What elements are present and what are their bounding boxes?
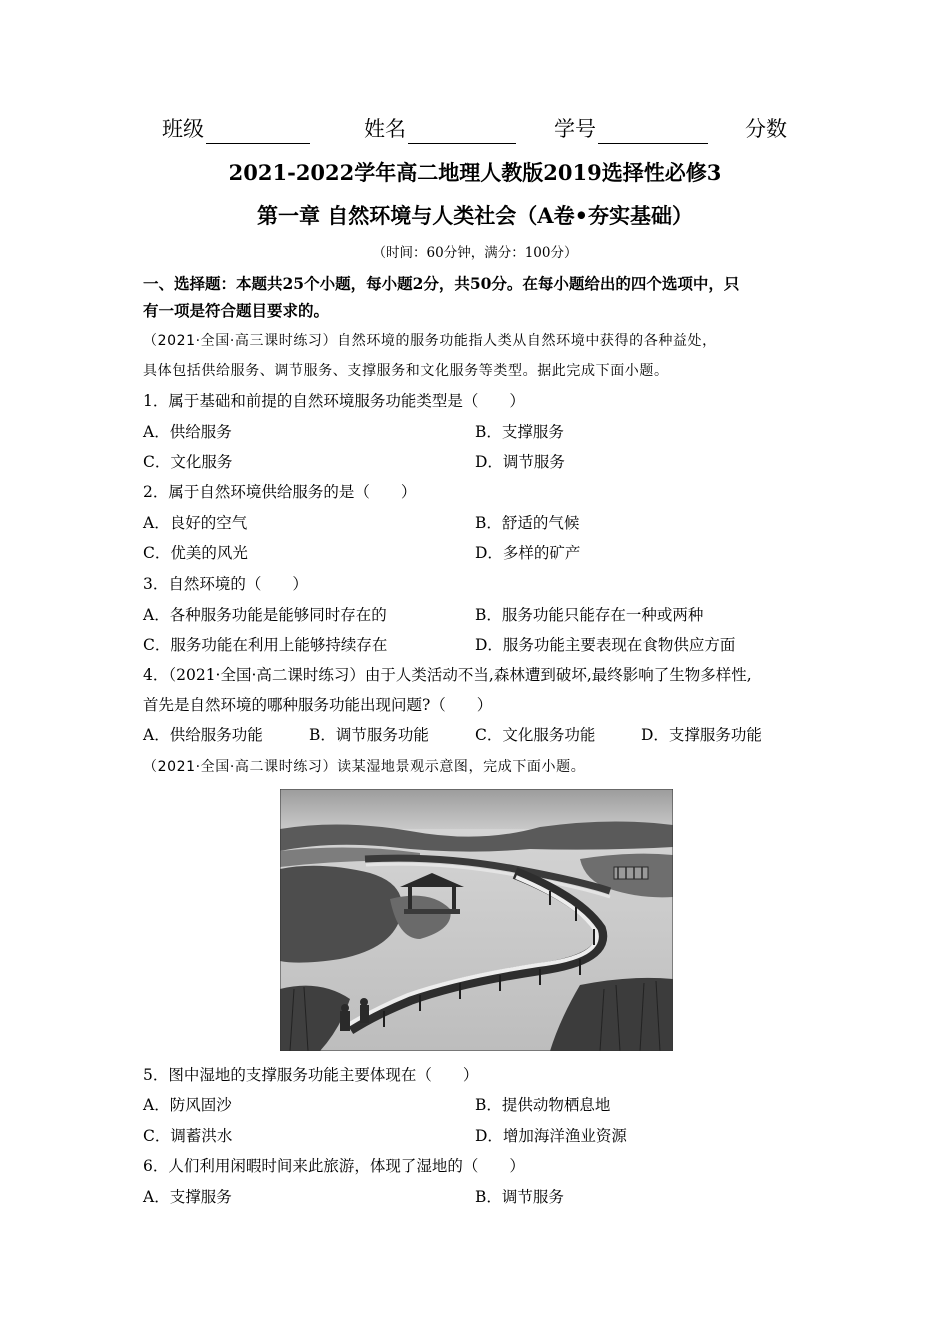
- question-2-option-d: D．多样的矿产: [475, 544, 581, 562]
- class-field: [162, 114, 310, 144]
- section-instruction-2: 有一项是符合题目要求的。: [143, 301, 330, 320]
- time-note: （时间：60分钟，满分：100分）: [372, 245, 578, 261]
- id-field: [554, 114, 708, 144]
- question-3-option-b: B．服务功能只能存在一种或两种: [475, 606, 704, 624]
- id-label: 学号: [554, 117, 596, 141]
- score-field: [745, 114, 787, 144]
- question-1-option-b: B．支撑服务: [475, 423, 564, 441]
- question-3-option-a: A．各种服务功能是能够同时存在的: [143, 606, 387, 624]
- question-4-option-c: C．文化服务功能: [475, 726, 596, 744]
- name-field: [364, 114, 516, 144]
- question-3-option-d: D．服务功能主要表现在食物供应方面: [475, 636, 736, 654]
- name-label: 姓名: [364, 117, 406, 141]
- question-5-option-c: C．调蓄洪水: [143, 1127, 233, 1145]
- question-5-option-a: A．防风固沙: [143, 1096, 232, 1114]
- section-instruction-1: 一、选择题：本题共25个小题，每小题2分，共50分。在每小题给出的四个选项中，只: [143, 274, 740, 293]
- question-1-option-c: C．文化服务: [143, 453, 233, 471]
- question-5-stem: 5．图中湿地的支撑服务功能主要体现在（ ）: [143, 1066, 479, 1084]
- wetland-landscape-image: [280, 789, 673, 1051]
- question-4-stem-line2: 首先是自然环境的哪种服务功能出现问题?（ ）: [143, 696, 493, 714]
- question-2-option-c: C．优美的风光: [143, 544, 248, 562]
- material1-line2: 具体包括供给服务、调节服务、支撑服务和文化服务等类型。据此完成下面小题。: [143, 363, 669, 379]
- question-1-stem: 1．属于基础和前提的自然环境服务功能类型是（ ）: [143, 392, 525, 410]
- question-6-option-a: A．支撑服务: [143, 1188, 232, 1206]
- material1-line1: （2021·全国·高三课时练习）自然环境的服务功能指人类从自然环境中获得的各种益处，: [143, 333, 717, 349]
- question-6-option-b: B．调节服务: [475, 1188, 564, 1206]
- question-4-stem-line1: 4．（2021·全国·高二课时练习）由于人类活动不当,森林遭到破坏,最终影响了生物多样性,: [143, 666, 752, 684]
- question-1-option-a: A．供给服务: [143, 423, 232, 441]
- class-label: 班级: [162, 117, 204, 141]
- question-4-option-a: A．供给服务功能: [143, 726, 263, 744]
- name-blank: [408, 121, 516, 144]
- question-5-option-b: B．提供动物栖息地: [475, 1096, 611, 1114]
- question-4-option-d: D．支撑服务功能: [641, 726, 762, 744]
- question-5-option-d: D．增加海洋渔业资源: [475, 1127, 627, 1145]
- question-3-option-c: C．服务功能在利用上能够持续存在: [143, 636, 388, 654]
- question-6-stem: 6．人们利用闲暇时间来此旅游，体现了湿地的（ ）: [143, 1157, 525, 1175]
- question-2-stem: 2．属于自然环境供给服务的是（ ）: [143, 483, 417, 501]
- exam-title-line1: 2021-2022学年高二地理人教版2019选择性必修3: [228, 160, 722, 185]
- class-blank: [206, 121, 310, 144]
- question-1-option-d: D．调节服务: [475, 453, 565, 471]
- question-4-option-b: B．调节服务功能: [309, 726, 429, 744]
- question-3-stem: 3．自然环境的（ ）: [143, 575, 308, 593]
- question-2-option-b: B．舒适的气候: [475, 514, 580, 532]
- id-blank: [598, 121, 708, 144]
- score-label: 分数: [745, 117, 787, 141]
- question-2-option-a: A．良好的空气: [143, 514, 248, 532]
- exam-title-line2: 第一章 自然环境与人类社会（A卷•夯实基础）: [256, 203, 694, 228]
- material2-line1: （2021·全国·高二课时练习）读某湿地景观示意图，完成下面小题。: [143, 759, 586, 775]
